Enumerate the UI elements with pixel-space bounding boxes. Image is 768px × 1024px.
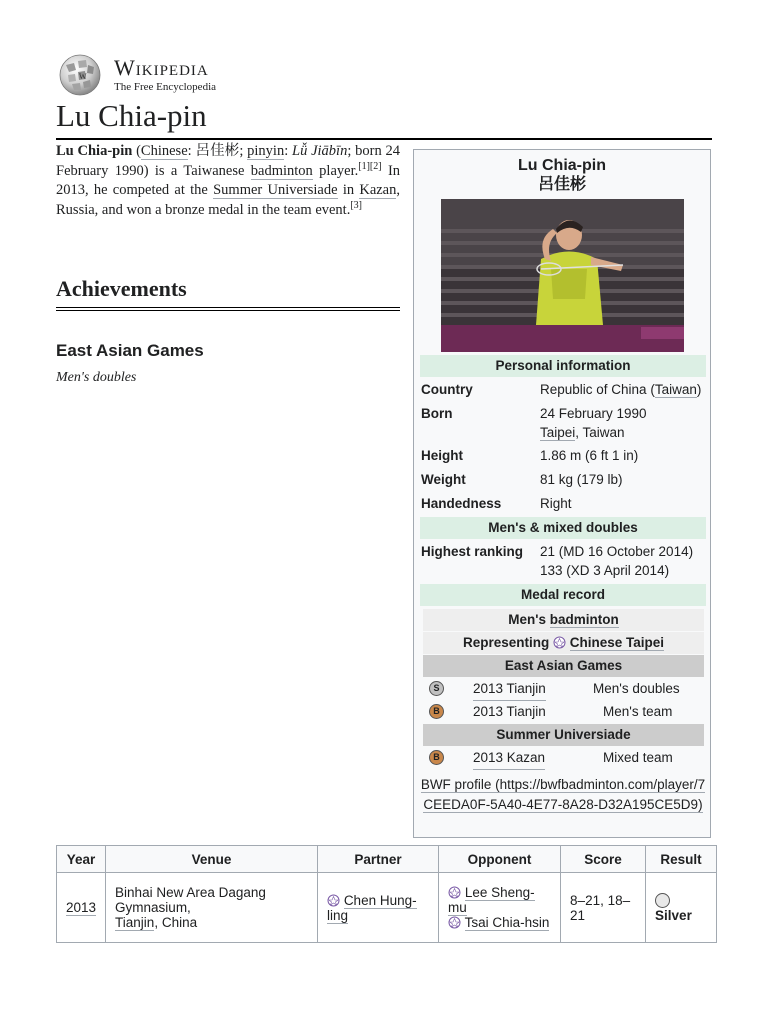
result-value: Silver [655,907,692,923]
results-table [56,845,717,943]
medal-place: 2013 Tianjin [473,704,546,719]
summer-universiade-link[interactable]: Summer Universiade [213,182,338,198]
born-place [540,423,708,442]
height-label: Height [421,448,463,463]
table-row [57,873,717,943]
born-date: 24 February 1990 [540,406,647,421]
representing-row [423,632,704,654]
highest-ranking-value [540,542,708,580]
medal-event: Men's doubles [593,681,680,696]
venue-line-3 [115,915,308,930]
silver-medal-icon [655,893,670,908]
bronze-medal-icon: B [429,704,444,719]
born-label: Born [421,406,453,421]
personal-information-header: Personal information [420,355,706,377]
pinyin-link[interactable]: pinyin [247,143,285,159]
country-text: Republic of China ( [540,382,655,397]
doubles-header: Men's & mixed doubles [420,517,706,539]
year-link[interactable]: 2013 [66,900,97,915]
chinese-name: 呂佳彬 [195,143,240,159]
medal-sport-prefix: Men's [508,612,546,627]
column-header-venue: Venue [106,846,318,873]
medal-row [423,747,704,769]
opponent-2-link[interactable]: Tsai Chia-hsin [464,915,550,930]
wordmark-title: Wikipedia [114,54,209,80]
wordmark-tagline: The Free Encyclopedia [114,80,217,93]
partner-cell [318,873,439,943]
wikipedia-globe-icon [56,53,104,97]
east-asian-games-heading: East Asian Games [56,341,204,360]
ranking-xd: 133 (XD 3 April 2014) [540,563,670,578]
reference-3-link[interactable]: [3] [350,199,363,211]
column-header-opponent: Opponent [439,846,561,873]
chinese-taipei-flag-icon [448,886,461,899]
lead-text-in: in [342,182,355,198]
venue-country: , China [154,915,198,930]
medal-record-header: Medal record [420,584,706,606]
opponent-1-link[interactable]: Lee Sheng-mu [448,885,535,915]
lead-text-born: born 24 February 1990) is a Taiwanese [56,143,400,179]
bronze-medal-icon: B [429,750,444,765]
medal-event: Mixed team [603,750,673,765]
infobox-name-chinese: 呂佳彬 [537,176,586,193]
wikipedia-logo[interactable] [56,53,216,97]
opponent-1 [448,885,551,915]
subject-name: Lu Chia-pin [56,143,133,159]
column-header-score: Score [561,846,646,873]
medal-event: Men's team [603,704,673,719]
table-header-row [57,846,717,873]
medal-row [423,678,704,700]
weight-value: 81 kg (179 lb) [540,472,623,487]
player-photo[interactable] [441,199,684,352]
year-cell [57,873,106,943]
medal-badminton-link[interactable]: badminton [549,612,619,627]
page-title: Lu Chia-pin [56,94,712,140]
opponent-2 [448,915,551,930]
taiwan-link[interactable]: Taiwan [654,382,697,397]
representing-label: Representing [462,635,550,650]
wikipedia-wordmark [114,54,217,94]
partner-link[interactable]: Chen Hung-ling [327,892,417,923]
silver-medal-icon: S [429,681,444,696]
chinese-taipei-flag-icon [448,916,461,929]
column-header-partner: Partner [318,846,439,873]
lead-text-2013: In 2013, he competed at the [56,162,401,198]
infobox-title [414,156,710,194]
infobox [413,149,711,838]
taipei-link[interactable]: Taipei [540,425,576,440]
venue-line-1: Binhai New Area Dagang [115,885,266,900]
svg-text:W: W [79,72,87,81]
pinyin-name: Lǚ Jiābīn [292,143,348,159]
chinese-taipei-flag-icon [327,894,340,907]
handedness-label: Handedness [421,496,502,511]
medal-row [423,701,704,723]
handedness-value: Right [540,496,572,511]
born-place-rest: , Taiwan [575,425,625,440]
medal-place-link[interactable]: 2013 Tianjin [473,678,546,701]
ranking-md: 21 (MD 16 October 2014) [540,544,694,559]
lead-text-player: player. [319,162,359,179]
medal-sport-row [423,609,704,631]
result-cell [646,873,717,943]
mens-doubles-caption: Men's doubles [56,370,137,385]
medal-place-link[interactable]: 2013 Kazan [473,747,545,770]
chinese-taipei-flag-icon [553,636,566,649]
bwf-profile-link[interactable]: BWF profile (https://bwfbadminton.com/player/7CEEDA0F-5A40-4E77-8A28-D32A195CE5D9) [420,777,706,812]
badminton-link[interactable]: badminton [250,162,313,179]
east-asian-games-bar: East Asian Games [423,655,704,677]
score-cell: 8–21, 18–21 [561,873,646,943]
chinese-language-link[interactable]: Chinese [140,143,188,159]
highest-ranking-label: Highest ranking [421,544,524,559]
born-value [540,404,708,442]
kazan-link[interactable]: Kazan [359,182,397,198]
country-label: Country [421,382,473,397]
chinese-taipei-link[interactable]: Chinese Taipei [569,635,665,650]
country-close: ) [696,382,702,397]
tianjin-link[interactable]: Tianjin [115,915,155,930]
lead-paragraph: Lu Chia-pin (Chinese: 呂佳彬; pinyin: Lǚ Jiābīn; born 24 February 1990) is a Taiwanese badminton player.[1][2] In 2013, he competed at the Summer Universiade in Kazan, Russia, and won a bronze medal in the team event.[3] [56,143,401,218]
height-value: 1.86 m (6 ft 1 in) [540,448,639,463]
column-header-year: Year [57,846,106,873]
infobox-name: Lu Chia-pin [518,157,606,174]
achievements-heading: Achievements [56,274,400,311]
venue-cell [106,873,318,943]
bwf-profile [420,775,706,814]
country-value [540,380,708,399]
opponent-cell [439,873,561,943]
venue-line-2: Gymnasium, [115,900,191,915]
summer-universiade-bar: Summer Universiade [423,724,704,746]
reference-2-link[interactable]: [2] [369,160,382,172]
lead-text-end: , Russia, and won a bronze medal in the team event. [56,182,400,218]
weight-label: Weight [421,472,466,487]
reference-1-link[interactable]: [1] [358,160,370,172]
column-header-result: Result [646,846,717,873]
